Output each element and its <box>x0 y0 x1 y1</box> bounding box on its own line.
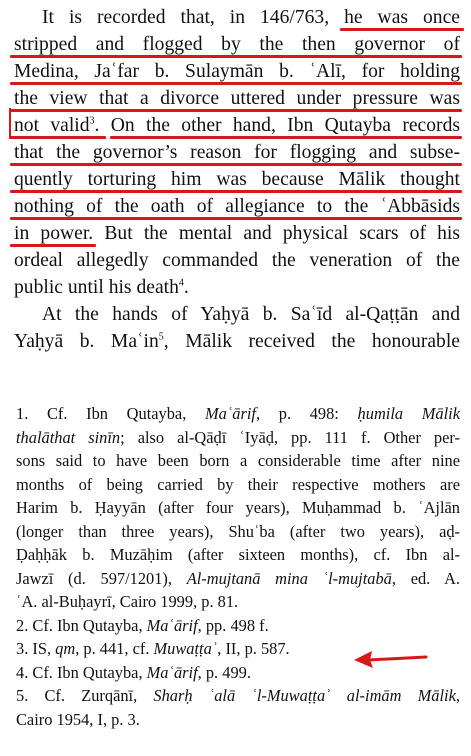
text-line: Medina, Jaʿfar b. Sulaymān b. ʿAlī, for holding <box>14 61 460 82</box>
text-line: It is recorded that, in 146/763, he was once <box>42 7 460 28</box>
footnote-line: Ḍaḥḥāk b. Muzāḥim (after sixteen months), cf. Ibn al- <box>16 545 460 564</box>
footnote-line: Harim b. Ḥayyān (after four years), Muḥammad b. ʿAjlān <box>16 498 460 517</box>
text-line: stripped and flogged by the then governor of <box>14 34 460 55</box>
text-line: Yaḥyā b. Maʿin$^5$, Mālik received the honourable <box>14 331 460 352</box>
footnote-line: Cairo 1954, I, p. 3. <box>16 709 140 729</box>
red-underline <box>10 217 462 220</box>
text-line: the view that a divorce uttered under pressure was <box>14 88 460 109</box>
text-line: At the hands of Yaḥyā b. Saʿīd al-Qaṭṭān and <box>42 304 460 325</box>
footnotes <box>16 402 460 731</box>
text-line: quently torturing him was because Mālik thought <box>14 169 460 190</box>
red-underline <box>340 28 464 31</box>
footnote-line: months of being carried by their respective mothers are <box>16 474 460 494</box>
red-bracket-box <box>9 108 106 139</box>
text-line: that the governor’s reason for flogging and subse- <box>14 142 460 163</box>
footnote-line: 1. Cf. Ibn Qutayba, Maʿārif, p. 498: ḥumila Mālik <box>16 404 460 423</box>
footnote-line: (longer than three years), Shuʿba (after two years), aḍ- <box>16 521 460 541</box>
footnote-line: sons said to have been born a considerable time after nine <box>16 451 460 470</box>
footnote-line-highlighted: 3. IS, qm, p. 441, cf. Muwaṭṭaʾ, II, p. 587. <box>16 639 290 658</box>
red-underline <box>110 136 462 139</box>
footnote-line: Jawzī (d. 597/1201), Al-mujtanā mina ʿl-mujtabā, ed. A. <box>16 568 461 588</box>
text-line: not valid$^3$. On the other hand, Ibn Qutayba records <box>14 115 460 136</box>
text-line: public until his death$^4$. <box>14 277 189 298</box>
text-line: ordeal allegedly commanded the veneration of the <box>14 250 460 271</box>
footnote-line: 4. Cf. Ibn Qutayba, Maʿārif, p. 499. <box>16 662 251 682</box>
footnote-ref[interactable]: 5 <box>158 331 164 343</box>
red-arrow-icon <box>352 648 428 672</box>
red-underline <box>10 244 96 247</box>
footnote-line: 5. Cf. Zurqānī, Sharḥ ʿalā ʿl-Muwaṭṭaʾ al-imām Mālik, <box>16 686 460 705</box>
footnote-line: thalāthat sinīn; also al-Qāḍī ʿIyāḍ, pp. 111 f. Other per- <box>16 427 460 447</box>
footnote-ref[interactable]: 4 <box>178 277 184 289</box>
footnote-ref[interactable]: 3 <box>89 115 95 127</box>
red-underline <box>10 55 462 58</box>
text-line: in power. But the mental and physical scars of his <box>14 223 460 244</box>
text-line: nothing of the oath of allegiance to the ʿAbbāsids <box>14 196 460 217</box>
red-underline <box>10 190 462 193</box>
red-underline <box>10 82 462 85</box>
footnote-line: 2. Cf. Ibn Qutayba, Maʿārif, pp. 498 f. <box>16 615 269 635</box>
red-underline <box>10 163 462 166</box>
footnote-line: ʿA. al-Buḥayrī, Cairo 1999, p. 81. <box>16 592 239 611</box>
